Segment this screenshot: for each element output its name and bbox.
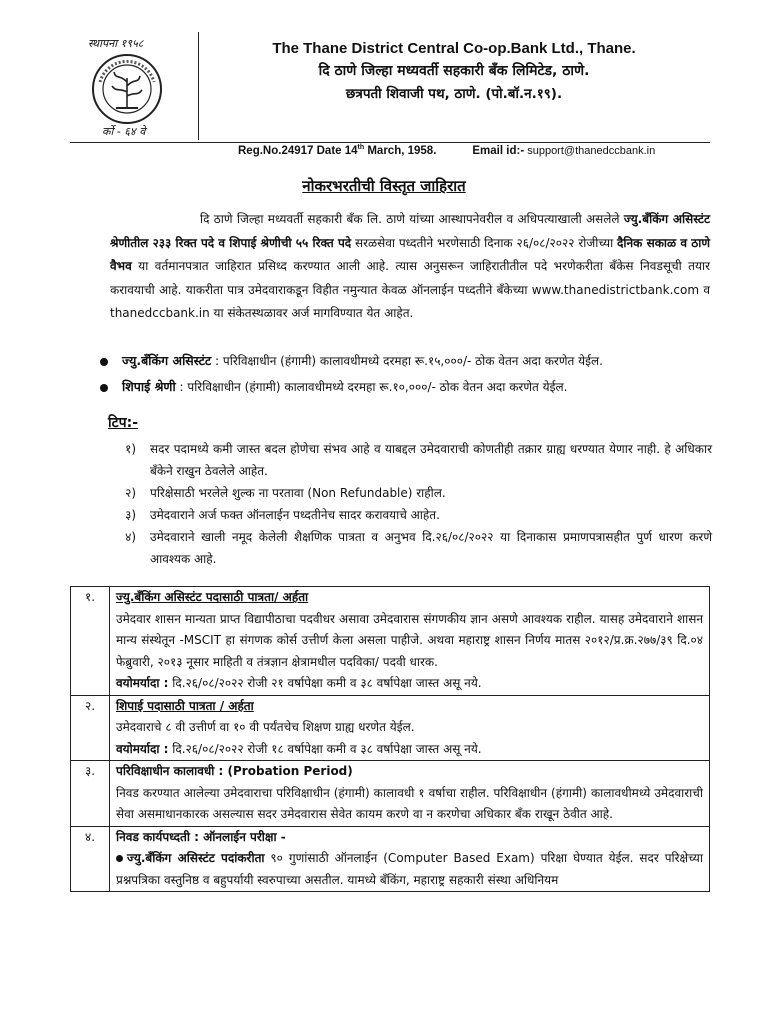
notes-list xyxy=(96,438,712,570)
section-title: शिपाई पदासाठी पात्रता / अर्हता xyxy=(116,698,254,713)
row-number: २. xyxy=(71,695,110,761)
table-row xyxy=(71,826,710,892)
table-row xyxy=(71,587,710,696)
row-content xyxy=(110,826,710,892)
note-number: ४) xyxy=(125,530,136,544)
bullet-label: ज्यु.बँकिंग असिस्टंट xyxy=(122,353,212,368)
bank-name-english: The Thane District Central Co-op.Bank Ltd., Thane. xyxy=(272,40,636,57)
age-label: वयोमर्यादा : xyxy=(116,741,169,756)
row-content xyxy=(110,695,710,761)
requirements-table xyxy=(70,586,710,892)
age-label: वयोमर्यादा : xyxy=(116,676,169,690)
intro-text-2: सरळसेवा पध्दतीने भरणेसाठी दिनाक २६/०८/२०२२ रोजीच्या xyxy=(351,235,618,250)
row-number: ४. xyxy=(71,826,110,892)
note-number: १) xyxy=(125,442,136,456)
bullet-icon xyxy=(100,384,108,392)
age-limit xyxy=(116,673,703,695)
section-body: उमेदवार शासन मान्यता प्राप्त विद्यापीठाचा पदवीधर असावा उमेदवारास संगणकीय ज्ञान असणे आवश्यक राहील. यासह उमेदवाराने शासन मान्य संस्थेतून -MSCIT हा संगणक कोर्स उत्तीर्ण केला असला पाहीजे. अथवा महाराष्ट्र शासन निर्णय मातस २०१२/प्र.क्र.२७७/३९ दि.०४ फेब्रुवारी, २०१३ नूसार माहिती व तंत्रज्ञान क्षेत्रामधील पदविका/ पदवी धारक. xyxy=(116,611,703,669)
logo-panel xyxy=(70,32,199,140)
list-item xyxy=(96,526,712,570)
established-text: स्थापना १९५८ xyxy=(88,37,144,50)
section-title: निवड कार्यपध्दती : ऑनलाईन परीक्षा - xyxy=(116,829,286,844)
list-item xyxy=(96,482,712,504)
reg-sup: th xyxy=(357,144,365,151)
note-text: परिक्षेसाठी भरलेले शुल्क ना परतावा (Non Refundable) राहील. xyxy=(150,486,446,500)
bullet-icon xyxy=(116,855,123,862)
bullet-text: : परिविक्षाधीन (हंगामी) कालावधीमध्ये दरमहा रू.१०,०००/- ठोक वेतन अदा करणेत येईल. xyxy=(175,380,568,394)
note-number: २) xyxy=(125,486,136,500)
row-content xyxy=(110,587,710,696)
row-content xyxy=(110,761,710,827)
letterhead xyxy=(70,32,710,157)
reg-date-rest: March, 1958. xyxy=(364,144,437,157)
sub-bullet-label: ज्यु.बँकिंग असिस्टंट पदांकरीता xyxy=(127,851,265,865)
list-item xyxy=(96,438,712,482)
intro-text-3: या वर्तमानपत्रात जाहिरात प्रसिध्द करण्यात आली आहे. त्यास अनुसरून जाहिरातीतील पदे भरणेकरीता बँकेस निवडसूची तयार करावयाची आहे. याकरीता पात्र उमेदवाराकडून विहीत नमुन्यात केवळ ऑनलाईन पध्दतीने बँकेच्या www.thanedistrictbank.com व thanedccbank.in या संकेतस्थळावर अर्ज मागविण्यात येत आहेत. xyxy=(110,259,710,320)
section-title: ज्यु.बँकिंग असिस्टंट पदासाठी पात्रता/ अर्हता xyxy=(116,590,309,604)
bullet-icon xyxy=(100,358,108,366)
email-label: Email id:- xyxy=(472,144,525,157)
intro-text-1: दि ठाणे जिल्हा मध्यवर्ती सहकारी बँक लि. ठाणे यांच्या आस्थापनेवरील व अधिपत्याखाली असलेले xyxy=(200,212,624,226)
bank-seal-logo xyxy=(90,52,164,126)
bullet-label: शिपाई श्रेणी xyxy=(122,379,176,394)
salary-bullets xyxy=(100,348,720,400)
email-link[interactable]: support@thanedccbank.in xyxy=(524,144,656,157)
intro-bold-1: ज्यु.बँकिंग असिस्टंट श्रेणीतील २३३ रिक्त पदे व शिपाई श्रेणीची ५५ रिक्त पदे xyxy=(110,212,710,250)
table-row xyxy=(71,761,710,827)
note-number: ३) xyxy=(125,508,136,522)
age-limit xyxy=(116,739,703,761)
row-number: ३. xyxy=(71,761,110,827)
tip-heading: टिप:- xyxy=(108,415,139,431)
table-row xyxy=(71,695,710,761)
header-divider xyxy=(70,142,710,143)
note-text: उमेदवाराने खाली नमूद केलेली शैक्षणिक पात्रता व अनुभव दि.२६/०८/२०२२ या दिनाकास प्रमाणपत्रासहीत पुर्ण धारण करणे आवश्यक आहे. xyxy=(150,530,712,566)
row-number: १. xyxy=(71,587,110,696)
page-title: नोकरभरतीची विस्तृत जाहिरात xyxy=(302,177,466,195)
bank-address: छत्रपती शिवाजी पथ, ठाणे. (पो.बॉ.न.१९). xyxy=(345,86,563,102)
list-item xyxy=(96,504,712,526)
letterhead-text xyxy=(198,32,710,102)
registration-short: र्को - ६४ वे xyxy=(102,125,146,138)
intro-bold-2: दैनिक सकाळ व ठाणे वैभव xyxy=(110,235,710,273)
sub-bullet-text: ९० गुणांसाठी ऑनलाईन (Computer Based Exam) परिक्षा घेण्यात येईल. सदर परिक्षेच्या प्रश्नपत्रिका वस्तुनिष्ठ व बहुपर्यायी स्वरुपाच्या असतील. यामध्ये बँकिंग, महाराष्ट्र सहकारी संस्था अधिनियम xyxy=(116,851,703,887)
age-text: दि.२६/०८/२०२२ रोजी २१ वर्षापेक्षा कमी व ३८ वर्षापेक्षा जास्त असू नये. xyxy=(168,676,482,690)
list-item xyxy=(100,374,720,400)
list-item xyxy=(100,348,720,374)
age-text: दि.२६/०८/२०२२ रोजी १८ वर्षापेक्षा कमी व ३८ वर्षापेक्षा जास्त असू नये. xyxy=(168,741,482,756)
reg-number: Reg.No.24917 Date 14 xyxy=(238,144,358,157)
section-title: परिविक्षाधीन कालावधी : (Probation Period) xyxy=(116,764,353,778)
bank-name-marathi: दि ठाणे जिल्हा मध्यवर्ती सहकारी बँक लिमिटेड, ठाणे. xyxy=(318,63,590,79)
registration-line xyxy=(238,144,655,157)
intro-paragraph xyxy=(110,208,710,326)
bullet-text: : परिविक्षाधीन (हंगामी) कालावधीमध्ये दरमहा रू.१५,०००/- ठोक वेतन अदा करणेत येईल. xyxy=(211,354,603,368)
note-text: उमेदवाराने अर्ज फक्त ऑनलाईन पध्दतीनेच सादर करावयाचे आहेत. xyxy=(150,508,440,522)
note-text: सदर पदामध्ये कमी जास्त बदल होणेचा संभव आहे व याबद्दल उमेदवाराची कोणतीही तक्रार ग्राह्य धरण्यात येणार नाही. हे अधिकार बँकेने राखुन ठेवलेले आहेत. xyxy=(150,442,712,478)
list-item xyxy=(116,848,703,891)
section-body: उमेदवाराचे ८ वी उत्तीर्ण वा १० वी पर्यंतचेच शिक्षण ग्राह्य धरणेत येईल. xyxy=(116,720,415,734)
section-body: निवड करण्यात आलेल्या उमेदवाराचा परिविक्षाधीन (हंगामी) कालावधी १ वर्षाचा राहील. परिविक्षाधीन (हंगामी) कालावधीमध्ये उमेदवाराची सेवा असमाधानकारक असल्यास सदर उमेदवारास सेवेत कायम करणे वा न करणेचा अधिकार बँक राखून ठेवीत आहे. xyxy=(116,785,703,821)
